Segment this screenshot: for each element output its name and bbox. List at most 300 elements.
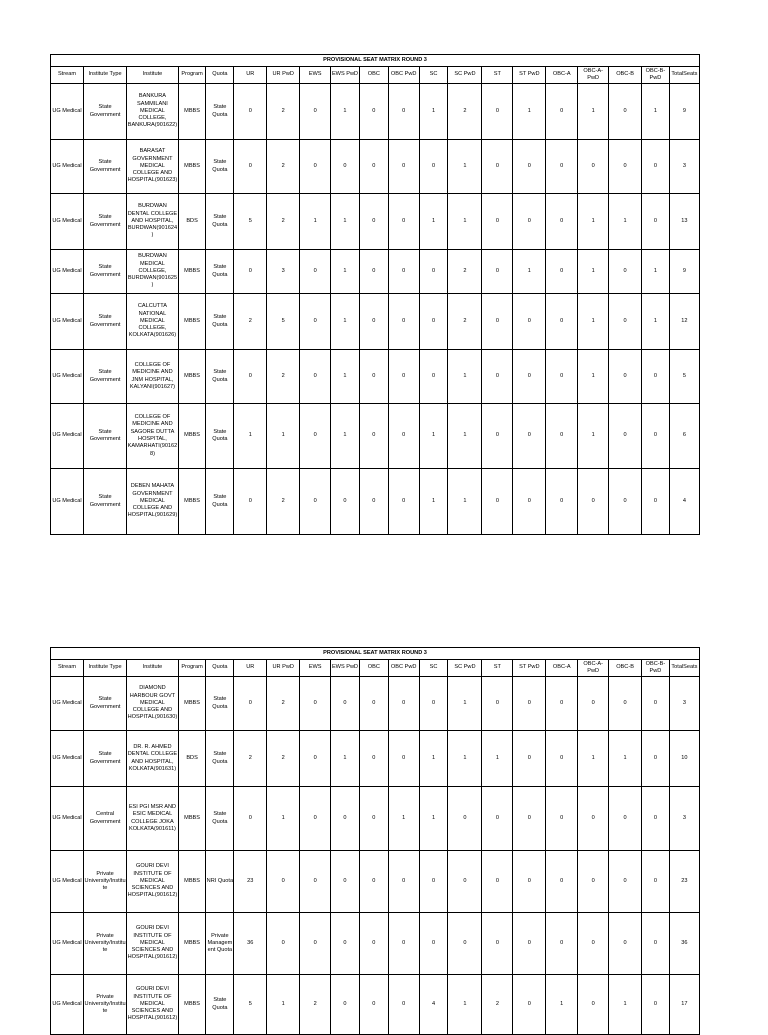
table-cell: GOURI DEVI INSTITUTE OF MEDICAL SCIENCES AND HOSPITAL(901612) [127,975,178,1035]
table-cell: 0 [359,250,388,294]
table-cell: Private University/Institute [83,975,126,1035]
table-cell: 0 [331,787,360,851]
table-cell: 1 [482,731,513,787]
table-cell: 1 [300,194,331,250]
table-cell: 0 [578,975,609,1035]
table-cell: 0 [234,677,267,731]
table-cell: 10 [669,731,699,787]
table-cell: MBBS [178,140,206,194]
table-cell: 0 [513,469,546,535]
table-cell: 0 [546,250,578,294]
table-cell: 0 [482,250,513,294]
table-cell: State Government [83,140,126,194]
column-header: OBC PwD [388,67,419,84]
table-cell: 0 [234,84,267,140]
table-cell: 1 [513,250,546,294]
table-cell: 0 [546,913,578,975]
table-cell: Central Government [83,787,126,851]
table-cell: 0 [546,194,578,250]
column-header: EWS [300,67,331,84]
table-cell: MBBS [178,677,206,731]
table-cell: 1 [419,194,448,250]
table-cell: GOURI DEVI INSTITUTE OF MEDICAL SCIENCES AND HOSPITAL(901612) [127,913,178,975]
table-cell: 0 [482,469,513,535]
table-cell: 0 [388,194,419,250]
table-cell: 0 [609,787,642,851]
column-header: Stream [51,67,84,84]
table-cell: UG Medical [51,677,84,731]
table-cell: 0 [234,350,267,404]
table-cell: 0 [513,194,546,250]
table-cell: 0 [642,677,670,731]
table-cell: State Government [83,350,126,404]
table-cell: 0 [448,851,482,913]
column-header: SC PwD [448,660,482,677]
table-cell: 0 [448,913,482,975]
table-cell: 2 [448,250,482,294]
table-cell: 3 [669,677,699,731]
table-cell: 23 [669,851,699,913]
table-cell: 0 [300,677,331,731]
table-cell: 0 [609,294,642,350]
table-cell: 0 [359,787,388,851]
table-cell: State Quota [206,975,234,1035]
table-cell: 2 [482,975,513,1035]
table-cell: State Quota [206,194,234,250]
table-cell: 1 [419,787,448,851]
table-cell: 1 [419,84,448,140]
table-cell: 0 [234,787,267,851]
table-cell: 0 [419,913,448,975]
table-cell: UG Medical [51,469,84,535]
table-cell: 36 [669,913,699,975]
header-row [51,660,700,677]
column-header: OBC-B [609,660,642,677]
table-cell: 1 [578,194,609,250]
table-cell: State Government [83,469,126,535]
column-header: SC [419,660,448,677]
table-cell: 0 [642,140,670,194]
table-title: PROVISIONAL SEAT MATRIX ROUND 3 [51,648,700,660]
table-cell: UG Medical [51,294,84,350]
table-cell: State Quota [206,677,234,731]
table-cell: 0 [546,350,578,404]
table-cell: 0 [300,294,331,350]
table-cell: 0 [359,294,388,350]
table-cell: 0 [300,404,331,469]
column-header: Program [178,660,206,677]
table-cell: 0 [359,851,388,913]
table-cell: 0 [300,787,331,851]
table-cell: State Quota [206,350,234,404]
table-cell: 5 [234,194,267,250]
column-header: OBC-A-PwD [578,660,609,677]
table-row [51,250,700,294]
table-cell: 4 [669,469,699,535]
column-header: Quota [206,67,234,84]
column-header: EWS PwD [331,67,360,84]
column-header: Quota [206,660,234,677]
table-cell: 0 [609,913,642,975]
table-cell: 1 [419,404,448,469]
table-cell: 0 [609,404,642,469]
table-cell: 0 [482,194,513,250]
table-row [51,404,700,469]
table-cell: 0 [388,975,419,1035]
table-cell: 13 [669,194,699,250]
table-cell: MBBS [178,469,206,535]
table-cell: State Quota [206,294,234,350]
table-cell: 0 [546,469,578,535]
column-header: TotalSeats [669,660,699,677]
column-header: OBC-B [609,67,642,84]
table-cell: 1 [609,975,642,1035]
table-cell: 1 [331,84,360,140]
table-cell: 0 [331,851,360,913]
table-cell: 0 [642,404,670,469]
table-cell: Private Management Quota [206,913,234,975]
column-header: OBC-B-PwD [642,660,670,677]
table-cell: 0 [359,194,388,250]
column-header: Institute Type [83,660,126,677]
table-cell: 5 [669,350,699,404]
table-cell: 3 [267,250,300,294]
table-cell: UG Medical [51,404,84,469]
column-header: OBC-A-PwD [578,67,609,84]
table-cell: 0 [419,350,448,404]
table-row [51,851,700,913]
table-cell: MBBS [178,787,206,851]
table-cell: DR. R. AHMED DENTAL COLLEGE AND HOSPITAL, KOLKATA(901631) [127,731,178,787]
column-header: UR PwD [267,67,300,84]
table-row [51,677,700,731]
table-cell: 2 [267,350,300,404]
table-cell: 0 [482,787,513,851]
table-cell: 1 [419,731,448,787]
table-cell: 0 [609,851,642,913]
table-cell: 0 [642,787,670,851]
table-row [51,350,700,404]
table-cell: 17 [669,975,699,1035]
table-cell: Private University/Institute [83,913,126,975]
table-cell: 0 [331,913,360,975]
table-cell: 1 [448,404,482,469]
column-header: OBC-B-PwD [642,67,670,84]
column-header: Institute [127,67,178,84]
table-cell: 0 [609,250,642,294]
table-cell: 0 [513,677,546,731]
table-cell: 1 [578,294,609,350]
table-cell: 0 [331,975,360,1035]
table-cell: 0 [546,851,578,913]
table-cell: 1 [448,194,482,250]
table-row [51,84,700,140]
table-cell: 0 [609,84,642,140]
table-cell: 0 [300,469,331,535]
table-cell: 2 [267,469,300,535]
column-header: OBC-A [546,660,578,677]
table-cell: 1 [331,404,360,469]
table-cell: CALCUTTA NATIONAL MEDICAL COLLEGE, KOLKATA(901626) [127,294,178,350]
table-body [51,648,700,1035]
table-cell: State Quota [206,404,234,469]
table-cell: 1 [267,975,300,1035]
table-cell: 0 [388,84,419,140]
table-cell: 0 [267,851,300,913]
table-cell: 2 [267,140,300,194]
table-cell: UG Medical [51,913,84,975]
table-cell: 0 [359,731,388,787]
table-row [51,787,700,851]
table-cell: 1 [448,350,482,404]
table-cell: 2 [267,731,300,787]
table-cell: 2 [267,194,300,250]
table-cell: 0 [513,975,546,1035]
table-row [51,731,700,787]
table-cell: 0 [578,787,609,851]
table-cell: 0 [419,851,448,913]
table-cell: MBBS [178,975,206,1035]
table-cell: 0 [331,469,360,535]
table-cell: UG Medical [51,140,84,194]
table-cell: State Government [83,250,126,294]
table-cell: State Government [83,294,126,350]
table-cell: 0 [578,913,609,975]
table-cell: COLLEGE OF MEDICINE AND JNM HOSPITAL, KALYANI(901627) [127,350,178,404]
table-cell: 1 [331,250,360,294]
table-cell: 0 [513,787,546,851]
table-cell: 0 [419,677,448,731]
table-cell: MBBS [178,851,206,913]
table-cell: 0 [448,787,482,851]
table-cell: 0 [300,913,331,975]
table-cell: 2 [267,677,300,731]
table-cell: 1 [448,677,482,731]
table-row [51,194,700,250]
column-header: OBC PwD [388,660,419,677]
table-cell: 0 [359,404,388,469]
table-cell: 0 [300,851,331,913]
table-row [51,469,700,535]
table-cell: 1 [388,787,419,851]
table-cell: 0 [359,677,388,731]
table-cell: 0 [513,404,546,469]
table-cell: State Government [83,194,126,250]
table-cell: 0 [482,140,513,194]
table-cell: 3 [669,787,699,851]
table-cell: 1 [578,350,609,404]
table-cell: 0 [513,350,546,404]
column-header: Institute Type [83,67,126,84]
table-cell: BURDWAN MEDICAL COLLEGE, BURDWAN(901625) [127,250,178,294]
table-cell: 5 [234,975,267,1035]
table-cell: 0 [546,294,578,350]
table-cell: 1 [448,731,482,787]
table-cell: UG Medical [51,350,84,404]
table-row [51,140,700,194]
table-cell: 0 [642,975,670,1035]
table-cell: 0 [482,350,513,404]
table-cell: 0 [642,194,670,250]
table-cell: UG Medical [51,194,84,250]
table-cell: 1 [642,250,670,294]
column-header: ST [482,660,513,677]
table-cell: 0 [578,677,609,731]
table-cell: 0 [578,851,609,913]
table-cell: 1 [546,975,578,1035]
table-cell: 0 [513,294,546,350]
table-cell: 0 [642,851,670,913]
table-cell: 2 [267,84,300,140]
column-header: UR [234,660,267,677]
table-cell: State Quota [206,250,234,294]
column-header: ST PwD [513,660,546,677]
table-cell: 0 [482,851,513,913]
table-cell: MBBS [178,250,206,294]
table-cell: 0 [546,84,578,140]
table-cell: State Government [83,731,126,787]
table-cell: 0 [359,140,388,194]
table-cell: 0 [482,84,513,140]
table-cell: 1 [642,294,670,350]
table-cell: UG Medical [51,84,84,140]
table-cell: 0 [300,250,331,294]
table-cell: 0 [546,140,578,194]
table-cell: 1 [331,194,360,250]
table-cell: 0 [300,350,331,404]
table-cell: 0 [482,677,513,731]
table-cell: 1 [331,294,360,350]
table-cell: 0 [609,140,642,194]
table-cell: 1 [513,84,546,140]
table-cell: GOURI DEVI INSTITUTE OF MEDICAL SCIENCES AND HOSPITAL(901612) [127,851,178,913]
table-cell: UG Medical [51,731,84,787]
table-cell: UG Medical [51,851,84,913]
table-cell: 0 [513,851,546,913]
table-cell: BDS [178,731,206,787]
table-cell: 5 [267,294,300,350]
table-cell: ESI PGI MSR AND ESIC MEDICAL COLLEGE JOKA KOLKATA(901611) [127,787,178,851]
table-cell: 1 [578,731,609,787]
table-cell: 2 [300,975,331,1035]
table-cell: MBBS [178,913,206,975]
table-cell: BANKURA SAMMILANI MEDICAL COLLEGE, BANKURA(901622) [127,84,178,140]
table-cell: 1 [448,140,482,194]
table-cell: 1 [331,350,360,404]
table-cell: 0 [234,469,267,535]
table-cell: 0 [482,294,513,350]
table-cell: 0 [388,140,419,194]
table-cell: 0 [359,913,388,975]
table-cell: 0 [388,677,419,731]
table-cell: 1 [331,731,360,787]
table-cell: 1 [267,787,300,851]
table-cell: 0 [388,469,419,535]
table-cell: 4 [419,975,448,1035]
table-cell: 0 [513,140,546,194]
table-cell: MBBS [178,294,206,350]
table-cell: 0 [359,469,388,535]
table-cell: 0 [578,469,609,535]
table-cell: State Quota [206,469,234,535]
table-cell: 0 [359,350,388,404]
table-cell: 0 [546,731,578,787]
table-cell: MBBS [178,84,206,140]
table-cell: 0 [300,140,331,194]
table-body [51,55,700,535]
column-header: OBC [359,67,388,84]
table-cell: State Quota [206,731,234,787]
table-cell: State Government [83,84,126,140]
table-cell: 0 [331,140,360,194]
seat-matrix-table-2 [50,647,700,1035]
table-cell: 0 [234,140,267,194]
table-cell: 23 [234,851,267,913]
table-cell: 0 [388,404,419,469]
table-cell: COLLEGE OF MEDICINE AND SAGORE DUTTA HOSPITAL, KAMARHATI(901628) [127,404,178,469]
table-cell: State Government [83,677,126,731]
table-cell: MBBS [178,350,206,404]
column-header: TotalSeats [669,67,699,84]
column-header: UR PwD [267,660,300,677]
table-cell: 0 [388,250,419,294]
table-cell: 0 [513,731,546,787]
table-cell: State Quota [206,787,234,851]
column-header: ST [482,67,513,84]
column-header: Program [178,67,206,84]
table-cell: DIAMOND HARBOUR GOVT MEDICAL COLLEGE AND HOSPITAL(901630) [127,677,178,731]
header-row [51,67,700,84]
table-cell: UG Medical [51,787,84,851]
table-cell: 12 [669,294,699,350]
table-cell: 0 [300,731,331,787]
table-row [51,294,700,350]
table-cell: 36 [234,913,267,975]
table-cell: 0 [359,975,388,1035]
table-cell: 1 [419,469,448,535]
column-header: Institute [127,660,178,677]
table-cell: 0 [642,731,670,787]
table-cell: 0 [609,469,642,535]
table-cell: 1 [234,404,267,469]
seat-matrix-table-1 [50,54,700,535]
table-cell: 0 [609,677,642,731]
table-cell: 2 [234,294,267,350]
column-header: OBC [359,660,388,677]
column-header: ST PwD [513,67,546,84]
table-cell: 1 [578,84,609,140]
table-cell: 0 [642,350,670,404]
table-cell: 3 [669,140,699,194]
table-cell: UG Medical [51,250,84,294]
table-cell: 9 [669,250,699,294]
table-cell: DEBEN MAHATA GOVERNMENT MEDICAL COLLEGE AND HOSPITAL(901629) [127,469,178,535]
table-cell: 2 [234,731,267,787]
table-cell: 0 [419,140,448,194]
table-cell: 1 [448,975,482,1035]
table-cell: 1 [578,404,609,469]
table-cell: 0 [300,84,331,140]
table-cell: 1 [609,731,642,787]
table-cell: State Government [83,404,126,469]
table-cell: 1 [578,250,609,294]
table-cell: 0 [513,913,546,975]
table-cell: 0 [482,913,513,975]
table-cell: 0 [388,731,419,787]
table-cell: 0 [642,913,670,975]
table-cell: UG Medical [51,975,84,1035]
table-cell: 0 [609,350,642,404]
